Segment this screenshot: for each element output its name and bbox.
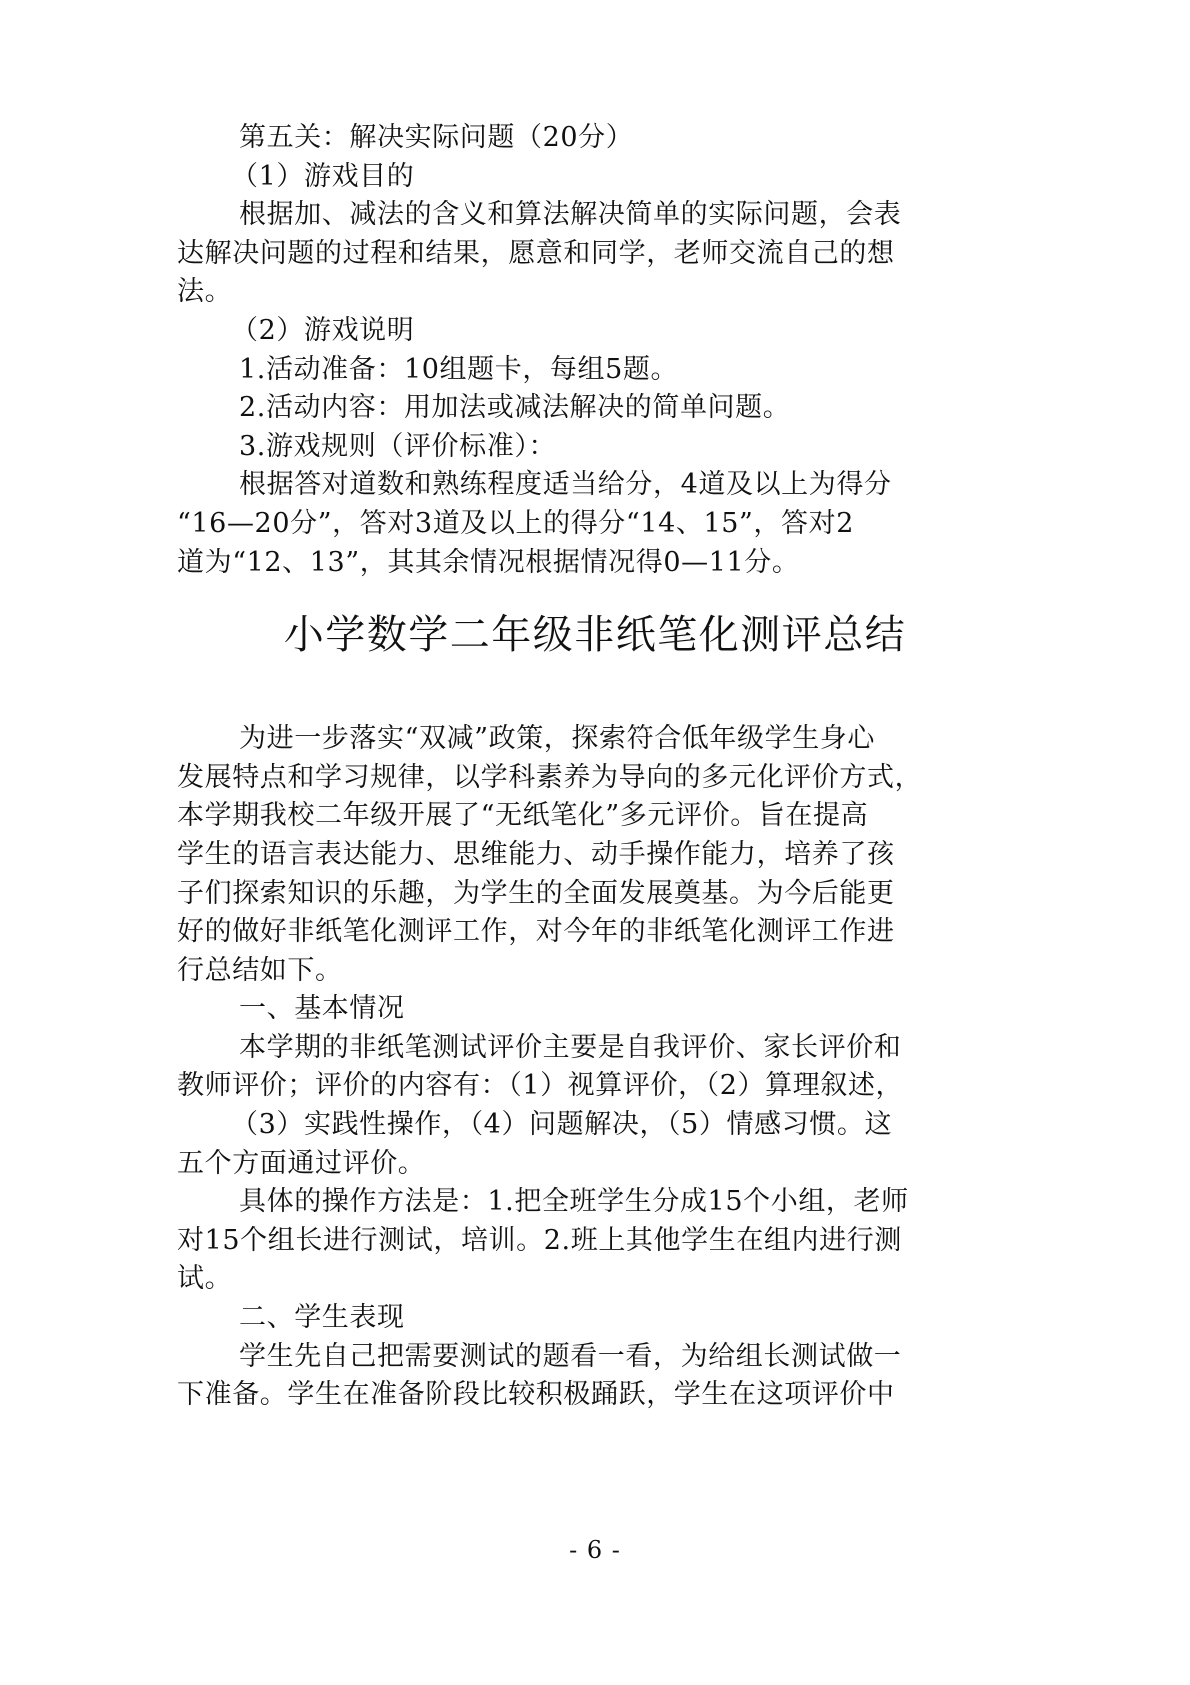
paragraph-line: 下准备。学生在准备阶段比较积极踊跃，学生在这项评价中 bbox=[177, 1379, 895, 1411]
paragraph-line: （3）实践性操作，（4）问题解决，（5）情感习惯。这 bbox=[231, 1109, 893, 1141]
paragraph-line: 行总结如下。 bbox=[177, 954, 343, 986]
paragraph-line: 发展特点和学习规律，以学科素养为导向的多元化评价方式， bbox=[177, 761, 923, 793]
section-heading: 第五关：解决实际问题（20分） bbox=[239, 122, 634, 153]
paragraph-line: 具体的操作方法是：1.把全班学生分成15个小组，老师 bbox=[239, 1186, 909, 1218]
paragraph-line: 根据答对道数和熟练程度适当给分，4道及以上为得分 bbox=[239, 469, 892, 501]
paragraph-line: 达解决问题的过程和结果，愿意和同学，老师交流自己的想 bbox=[177, 237, 895, 269]
subheading-description: （2）游戏说明 bbox=[231, 314, 415, 346]
paragraph-line: 教师评价；评价的内容有：（1）视算评价，（2）算理叙述， bbox=[177, 1070, 904, 1102]
paragraph-line: 好的做好非纸笔化测评工作，对今年的非纸笔化测评工作进 bbox=[177, 916, 895, 948]
paragraph-line: 对15个组长进行测试，培训。2.班上其他学生在组内进行测 bbox=[177, 1224, 902, 1256]
paragraph-line: 为进一步落实“双减”政策，探索符合低年级学生身心 bbox=[239, 723, 876, 755]
paragraph-line: 本学期的非纸笔测试评价主要是自我评价、家长评价和 bbox=[239, 1031, 902, 1063]
paragraph-line: 道为“12、13”，其其余情况根据情况得0—11分。 bbox=[177, 546, 800, 578]
list-item: 2.活动内容：用加法或减法解决的简单问题。 bbox=[239, 392, 791, 424]
paragraph-line: “16—20分”，答对3道及以上的得分“14、15”，答对2 bbox=[177, 507, 854, 539]
document-title: 小学数学二年级非纸笔化测评总结 bbox=[283, 612, 907, 659]
page-number: - 6 - bbox=[569, 1536, 621, 1564]
section-heading-students: 二、学生表现 bbox=[239, 1302, 405, 1334]
list-item: 1.活动准备：10组题卡，每组5题。 bbox=[239, 353, 679, 385]
section-heading-basic: 一、基本情况 bbox=[239, 993, 405, 1025]
paragraph-line: 子们探索知识的乐趣，为学生的全面发展奠基。为今后能更 bbox=[177, 877, 895, 909]
paragraph-line: 本学期我校二年级开展了“无纸笔化”多元评价。旨在提高 bbox=[177, 800, 869, 832]
paragraph-line: 根据加、减法的含义和算法解决简单的实际问题，会表 bbox=[239, 199, 902, 231]
paragraph-line: 五个方面通过评价。 bbox=[177, 1147, 426, 1179]
page-content bbox=[177, 119, 1013, 1415]
paragraph-line: 学生的语言表达能力、思维能力、动手操作能力，培养了孩 bbox=[177, 838, 895, 870]
paragraph-line: 法。 bbox=[177, 276, 233, 308]
subheading-goal: （1）游戏目的 bbox=[231, 160, 415, 192]
paragraph-line: 学生先自己把需要测试的题看一看，为给组长测试做一 bbox=[239, 1340, 902, 1372]
paragraph-line: 试。 bbox=[177, 1263, 233, 1295]
list-item: 3.游戏规则（评价标准）： bbox=[239, 430, 557, 462]
